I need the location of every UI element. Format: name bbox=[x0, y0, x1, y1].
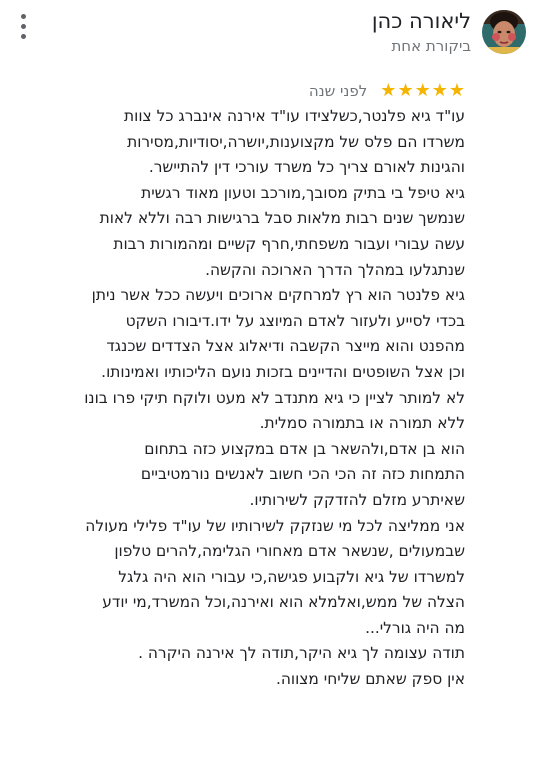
review-text bbox=[0, 104, 465, 693]
review-line: משרדו הם פלס של מקצוענות,יושרה,יסודיות,מסירות bbox=[127, 132, 465, 151]
review-time: לפני שנה bbox=[308, 82, 368, 100]
review-line: שנתגלעו במהלך הדרך הארוכה והקשה. bbox=[205, 260, 465, 279]
review-line: גיא פלנטר הוא רץ למרחקים ארוכים ויעשה ככל אשר ניתן bbox=[91, 286, 465, 305]
star-icon: ★ bbox=[448, 80, 465, 101]
star-rating bbox=[379, 81, 465, 101]
review-line: בכדי לסייע ולעזור לאדם המיוצג על ידו.דיבורו השקט bbox=[125, 311, 465, 330]
reviewer-name[interactable]: ליאורה כהן bbox=[371, 9, 471, 33]
review-line: מה היה גורלי... bbox=[365, 618, 465, 637]
review-line: הצלה של ממש,ואלמלא הוא ואירנה,וכל המשרד,מי יודע bbox=[102, 593, 465, 612]
review-line: והגינות לאורם צריך כל משרד עורכי דין להתיישר. bbox=[148, 158, 465, 177]
review-line: עשה עבורי ועבור משפחתי,חרף קשיים ומהמורות רבות bbox=[113, 234, 465, 253]
review-line: תודה עצומה לך גיא היקר,תודה לך אירנה היקרה . bbox=[138, 644, 465, 663]
reviewer-review-count: ביקורת אחת bbox=[391, 37, 471, 55]
review-line: לא למותר לציין כי גיא מתנדב לא מעט ולוקח תיקי פרו בונו bbox=[84, 388, 465, 407]
rating-row bbox=[309, 80, 465, 102]
more-vert-icon-dot bbox=[21, 24, 26, 29]
more-vert-icon bbox=[21, 14, 26, 19]
review-line: למשרדו של גיא ולקבוע פגישה,כי עבורי הוא היה גלגל bbox=[118, 567, 465, 586]
review-line: התמחות כזה זה הכי הכי חשוב לאנשים נורמטיביים bbox=[140, 465, 465, 484]
review-line: עו"ד גיא פלנטר,כשלצידו עו"ד אירנה אינברג כל צוות bbox=[124, 107, 465, 125]
review-line: אין ספק שאתם שליחי מצווה. bbox=[275, 670, 465, 689]
review-line: ללא תמורה או בתמורה סמלית. bbox=[259, 414, 465, 433]
review-line: מהפנט והוא מייצר הקשבה ודיאלוג אצל הצדדים שכנגד bbox=[106, 337, 465, 356]
review-line: אני ממליצה לכל מי שנזקק לשירותיו של עו"ד פלילי מעולה bbox=[85, 516, 465, 535]
star-icon: ★ bbox=[380, 80, 397, 101]
more-options-button[interactable] bbox=[14, 10, 34, 44]
review-line: הוא בן אדם,ולהשאר בן אדם במקצוע כזה בתחום bbox=[144, 439, 465, 458]
more-vert-icon-dot bbox=[21, 34, 26, 39]
review-line: וכן אצל השופטים והדיינים בזכות נועם הליכותיו ואמינותו. bbox=[101, 362, 465, 381]
review-line: שאיתרע מזלם להזדקק לשירותיו. bbox=[249, 490, 465, 509]
star-icon: ★ bbox=[431, 80, 448, 101]
star-icon: ★ bbox=[397, 80, 414, 101]
star-icon: ★ bbox=[414, 80, 431, 101]
profile-photo-icon bbox=[482, 10, 526, 54]
review-line: גיא טיפל בי בתיק מסובך,מורכב וטעון מאוד רגשית bbox=[141, 183, 465, 202]
review-line: שנמשך שנים רבות מלאות סבל ברגישות רבה וללא לאות bbox=[99, 209, 465, 228]
review-header bbox=[0, 0, 539, 70]
review-line: שבמעולים ,שנשאר אדם מאחורי הגלימה,להרים טלפון bbox=[114, 542, 465, 561]
reviewer-avatar[interactable] bbox=[482, 10, 526, 54]
